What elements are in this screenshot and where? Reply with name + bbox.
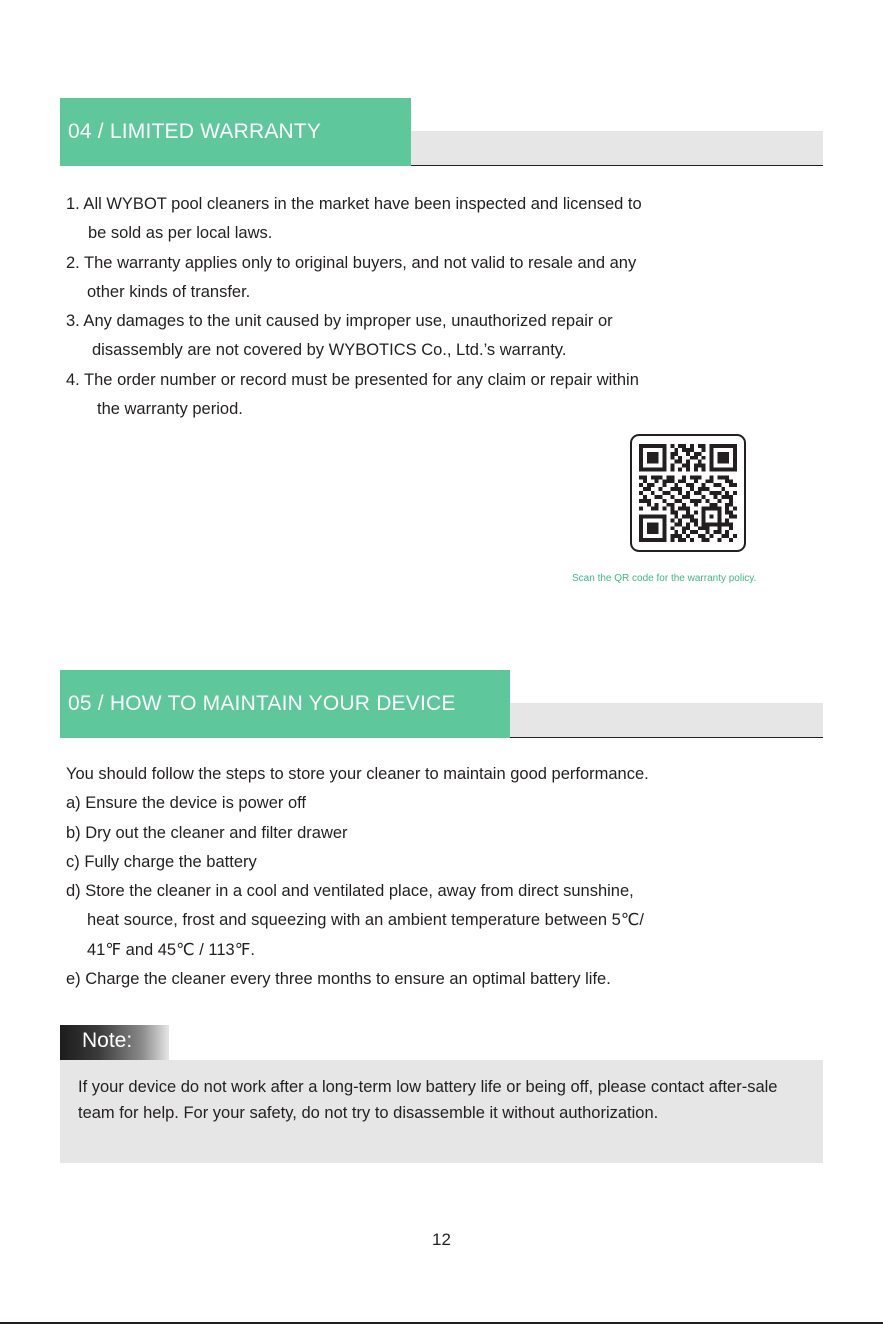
note-box	[60, 1060, 823, 1163]
qr-code-icon[interactable]	[630, 434, 746, 552]
warranty-item-4	[66, 366, 826, 425]
maintenance-step-d-line3: 41℉ and 45℃ / 113℉.	[87, 940, 255, 959]
maintenance-step-d	[66, 877, 826, 965]
warranty-item-3-line2: disassembly are not covered by WYBOTICS Co., Ltd.’s warranty.	[92, 341, 567, 360]
page-number: 12	[432, 1230, 451, 1249]
note-label	[60, 1025, 169, 1060]
warranty-item-2-line1: 2. The warranty applies only to original buyers, and not valid to resale and any	[66, 253, 637, 272]
maintenance-list	[66, 760, 826, 994]
warranty-item-2	[66, 249, 826, 308]
maintenance-step-a: a) Ensure the device is power off	[66, 794, 306, 813]
warranty-item-4-line2: the warranty period.	[97, 400, 243, 419]
section-04-title: 04 / LIMITED WARRANTY	[60, 98, 411, 166]
note-text: If your device do not work after a long-term low battery life or being off, please contact after-sale team for help. For your safety, do not try to disassemble it without authorization.	[78, 1078, 778, 1122]
maintenance-step-d-line2: heat source, frost and squeezing with an ambient temperature between 5℃/	[87, 911, 644, 930]
note-label-text: Note:	[82, 1029, 133, 1052]
section-05-header	[60, 670, 823, 738]
maintenance-step-c: c) Fully charge the battery	[66, 852, 257, 871]
maintenance-intro: You should follow the steps to store your cleaner to maintain good performance.	[66, 765, 649, 783]
warranty-item-1-line2: be sold as per local laws.	[88, 224, 273, 243]
maintenance-step-d-line1: d) Store the cleaner in a cool and ventilated place, away from direct sunshine,	[66, 882, 634, 901]
warranty-item-1-line1: 1. All WYBOT pool cleaners in the market have been inspected and licensed to	[66, 195, 642, 213]
warranty-item-3	[66, 307, 826, 366]
section-05-title: 05 / HOW TO MAINTAIN YOUR DEVICE	[60, 670, 510, 738]
maintenance-step-b: b) Dry out the cleaner and filter drawer	[66, 823, 348, 842]
warranty-item-2-line2: other kinds of transfer.	[87, 282, 251, 301]
warranty-item-4-line1: 4. The order number or record must be presented for any claim or repair within	[66, 370, 639, 389]
section-04-header	[60, 98, 823, 166]
qr-caption: Scan the QR code for the warranty policy.	[572, 573, 757, 584]
maintenance-step-e: e) Charge the cleaner every three months to ensure an optimal battery life.	[66, 970, 611, 989]
warranty-item-1	[66, 190, 826, 249]
warranty-item-3-line1: 3. Any damages to the unit caused by improper use, unauthorized repair or	[66, 312, 613, 331]
warranty-list	[66, 190, 826, 424]
